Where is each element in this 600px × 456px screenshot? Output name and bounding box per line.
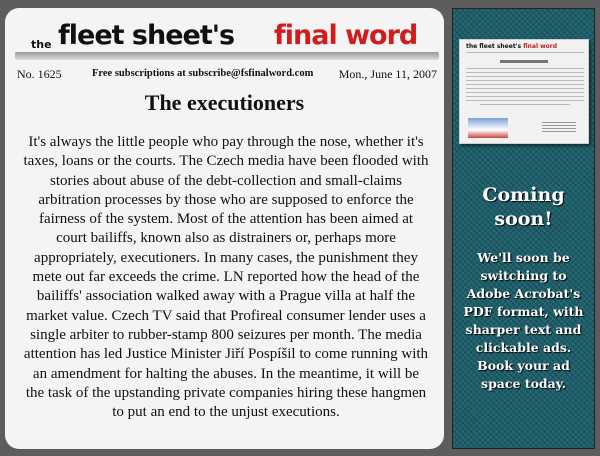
thumbnail-text-line xyxy=(466,76,584,77)
thumbnail-text-line xyxy=(466,84,584,85)
subscribe-link[interactable]: Free subscriptions at subscribe@fsfinalword.com xyxy=(92,68,314,79)
article-body: It's always the little people who pay through the nose, whether it's taxes, loans or the courts. The Czech media have been flooded with stories about abuse of the debt-collection and small-claims arbitration processes by those who are supposed to enforce the fairness of the system. Most of the attention has been aimed at court bailiffs, known also as distrainers or, perhaps more appropriately, executioners. In many cases, the punishment they mete out far exceeds the crime. LN reported how the head of the bailiffs' association walked away with a Prague villa at half the market value. Czech TV said that Profireal consumer lender uses a single arbiter to rubber-stamp 800 seizures per month. The media attention has led Justice Minister Jiří Pospíšil to come running with an amendment for halting the abuses. In the meantime, it will be the task of the upstanding private companies hiring these hangmen to put an end to the unjust executions. xyxy=(23,134,429,421)
thumbnail-title-accent: final word xyxy=(523,43,558,50)
promo-text: We'll soon be switching to Adobe Acrobat's PDF format, with sharper text and clickable ads. Book your ad space today. xyxy=(463,250,584,391)
thumbnail-text-line xyxy=(466,88,584,89)
thumbnail-headline xyxy=(500,60,548,63)
thumbnail-flag-image xyxy=(468,118,508,138)
ad-sidebar[interactable] xyxy=(452,8,595,449)
thumbnail-text-line xyxy=(466,100,584,101)
issue-number: No. 1625 xyxy=(17,67,62,81)
newsletter-preview-thumbnail xyxy=(459,39,589,144)
thumbnail-text-line xyxy=(480,104,570,105)
masthead xyxy=(15,22,440,66)
masthead-the: the xyxy=(31,38,52,51)
masthead-title: fleet sheet's xyxy=(58,20,235,51)
thumbnail-caption xyxy=(542,122,576,132)
masthead-underline xyxy=(15,52,439,60)
thumbnail-text-line xyxy=(466,96,584,97)
thumbnail-text-line xyxy=(466,80,584,81)
newsletter-card xyxy=(5,8,444,449)
thumbnail-text-line xyxy=(466,92,584,93)
info-bar xyxy=(17,67,437,83)
thumbnail-rule xyxy=(466,52,584,53)
thumbnail-title: the fleet sheet's xyxy=(466,43,522,50)
thumbnail-masthead xyxy=(466,43,557,50)
coming-soon-heading: Coming soon! xyxy=(482,184,565,230)
article-headline: The executioners xyxy=(144,90,305,115)
masthead-title-accent: final word xyxy=(274,20,418,51)
issue-date: Mon., June 11, 2007 xyxy=(338,67,437,81)
thumbnail-text-line xyxy=(466,68,584,69)
thumbnail-text-line xyxy=(466,72,584,73)
